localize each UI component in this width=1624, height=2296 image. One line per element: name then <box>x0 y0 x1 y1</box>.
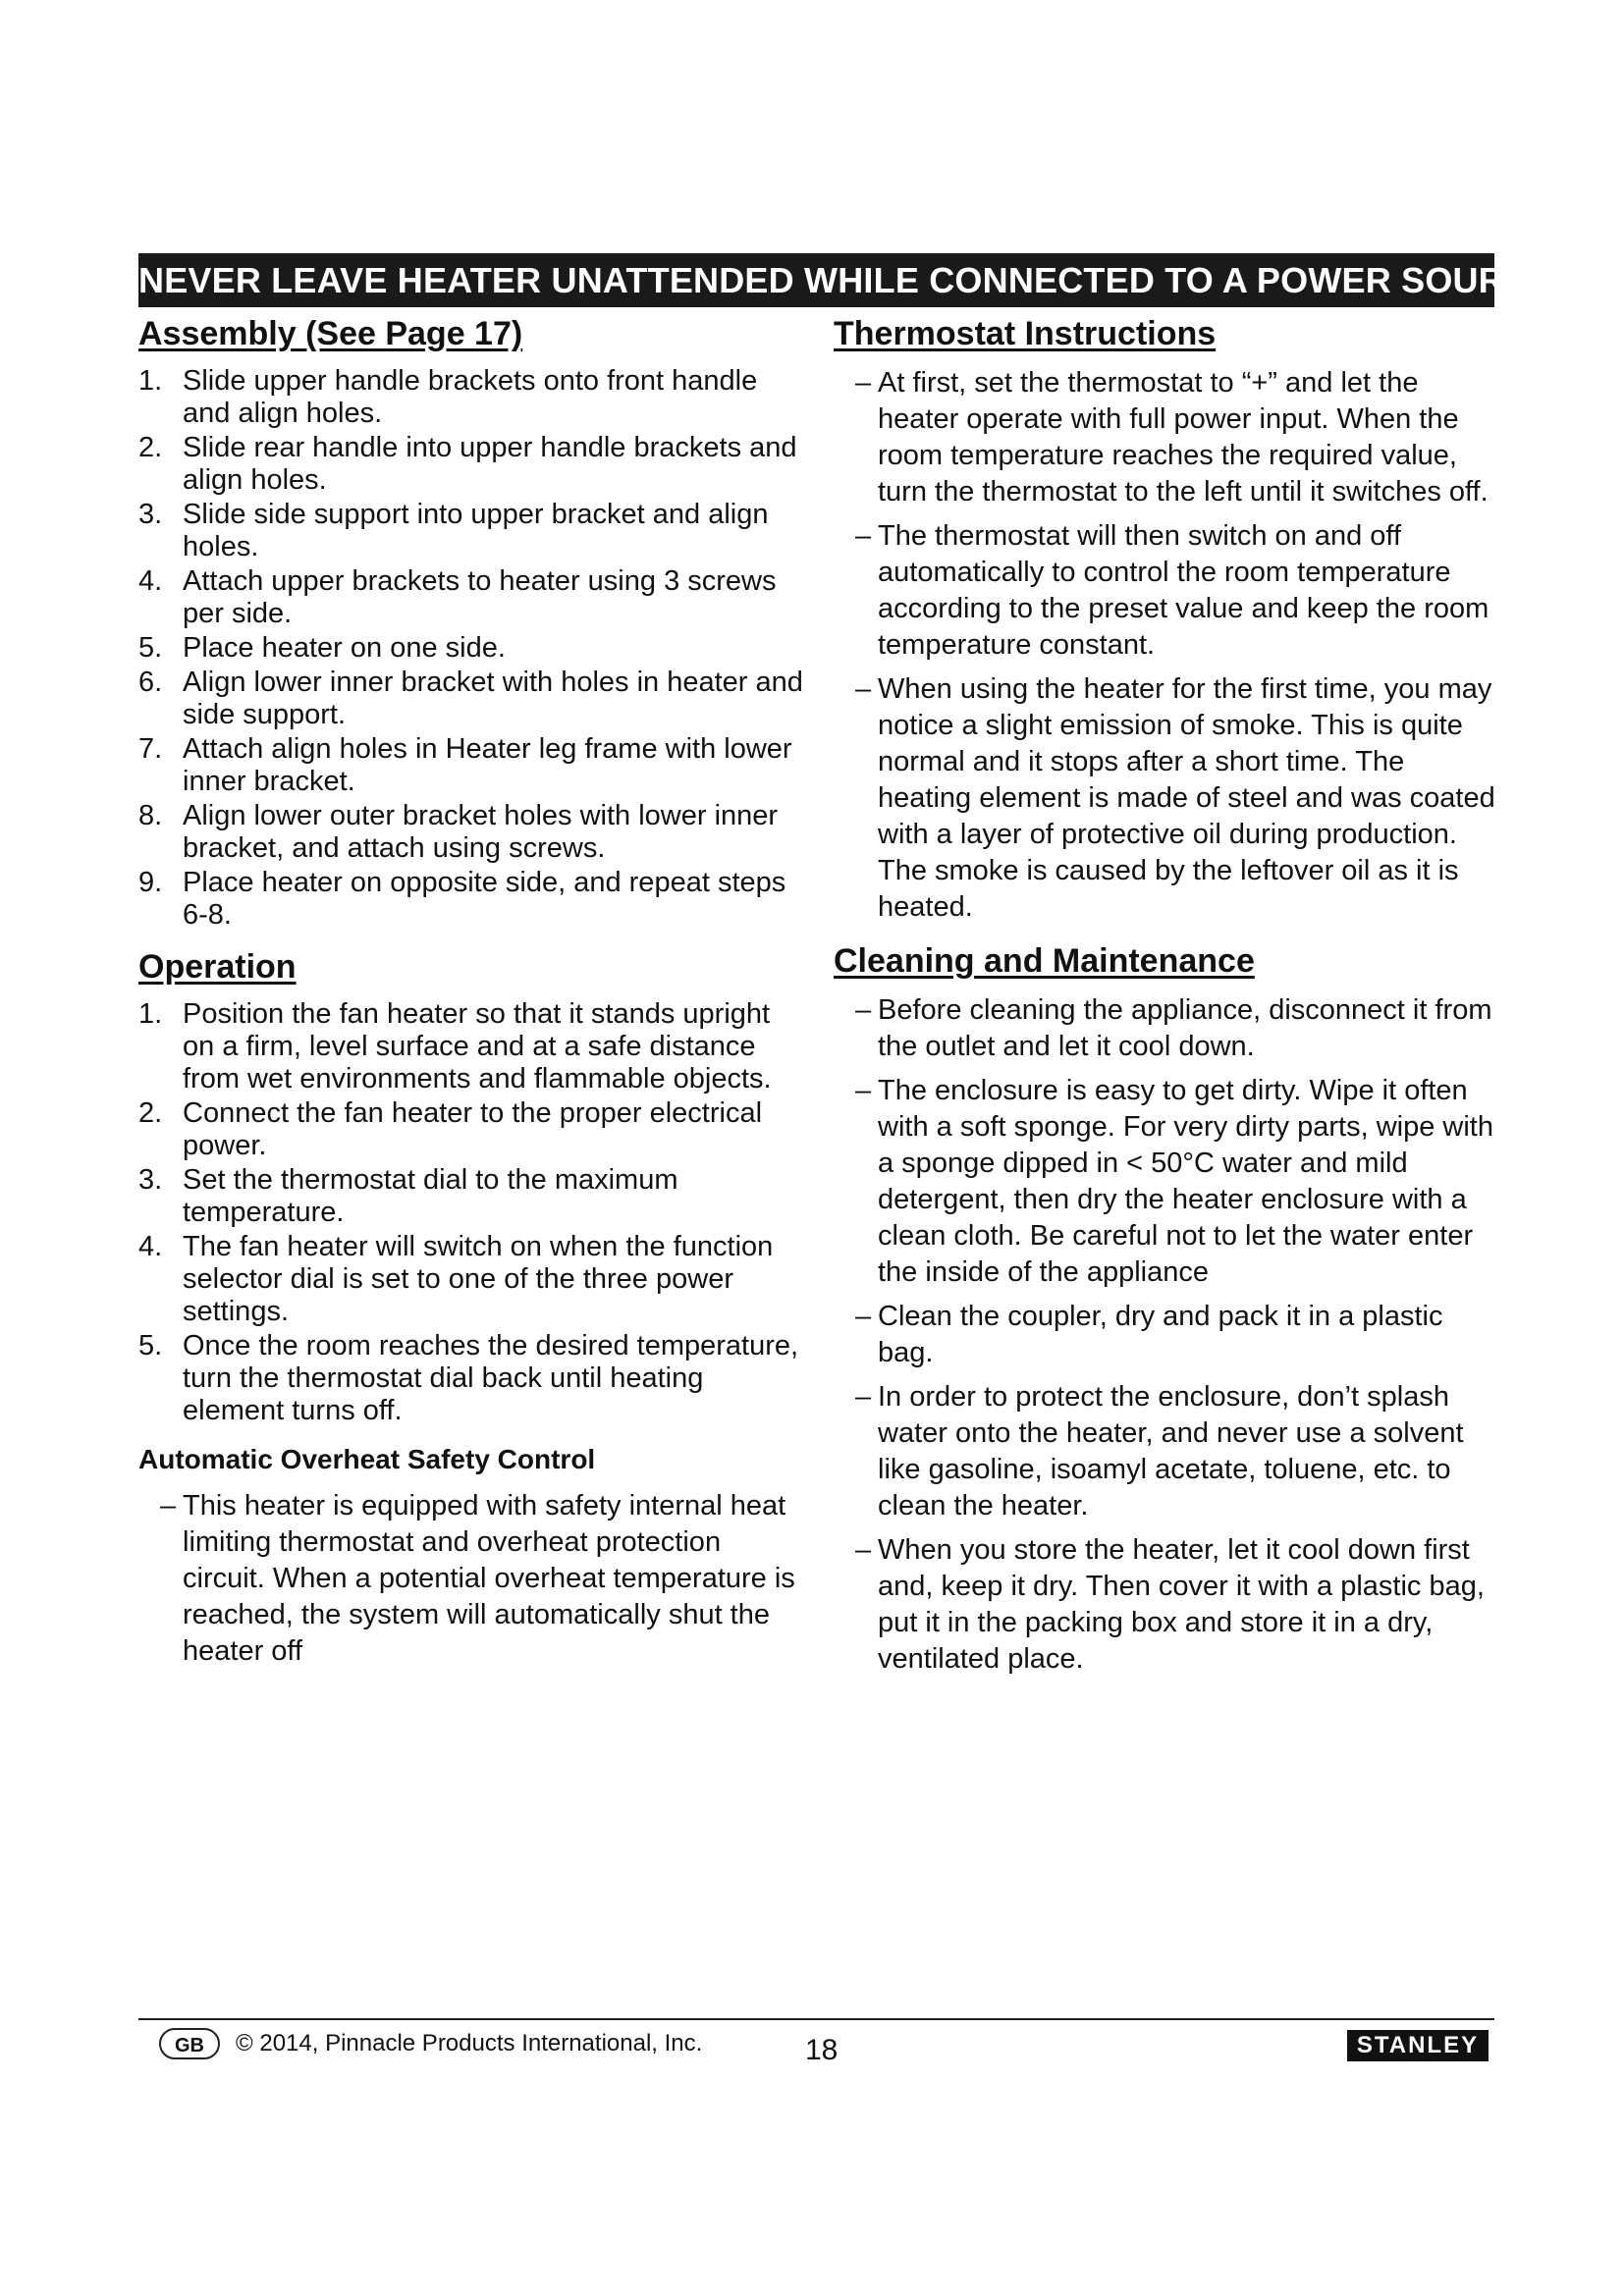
dash-bullet: – <box>855 1301 872 1332</box>
item-text: The enclosure is easy to get dirty. Wipe it often with a soft sponge. For very dirty parts, wipe with a sponge dipped in < 50°C water and mild detergent, then dry the heater enclosure with a clean cloth. Be careful not to let the water enter the inside of the appliance <box>878 1075 1493 1288</box>
overheat-heading: Automatic Overheat Safety Control <box>138 1444 596 1474</box>
assembly-heading: Assembly (See Page 17) <box>138 315 523 352</box>
list-item <box>138 432 806 497</box>
item-number: 4. <box>138 1231 163 1262</box>
list-item <box>138 1488 806 1670</box>
list-item <box>834 1532 1501 1678</box>
page-number: 18 <box>805 2034 839 2066</box>
item-text: Slide rear handle into upper handle brackets and align holes. <box>183 432 797 496</box>
list-item <box>138 499 806 563</box>
list-item <box>834 518 1501 664</box>
item-text: In order to protect the enclosure, don’t splash water onto the heater, and never use a solvent like gasoline, isoamyl acetate, toluene, etc. to clean the heater. <box>878 1381 1464 1522</box>
item-number: 3. <box>138 1164 163 1196</box>
dash-bullet: – <box>160 1490 177 1522</box>
thermostat-list <box>834 365 1501 926</box>
list-item <box>834 992 1501 1065</box>
item-number: 6. <box>138 667 163 698</box>
assembly-list <box>138 365 806 932</box>
item-text: The thermostat will then switch on and off automatically to control the room temperature according to the preset value and keep the room temperature constant. <box>878 520 1489 661</box>
dash-bullet: – <box>855 1534 872 1566</box>
warning-banner: NEVER LEAVE HEATER UNATTENDED WHILE CONNECTED TO A POWER SOURCE <box>138 253 1494 307</box>
list-item <box>138 565 806 630</box>
item-text: Attach align holes in Heater leg frame with lower inner bracket. <box>183 733 792 797</box>
list-item <box>834 1073 1501 1291</box>
dash-bullet: – <box>855 673 872 705</box>
right-column <box>834 312 1501 1685</box>
item-number: 1. <box>138 998 163 1030</box>
list-item <box>834 365 1501 510</box>
dash-bullet: – <box>855 1075 872 1106</box>
item-text: Position the fan heater so that it stands upright on a firm, level surface and at a safe distance from wet environments and flammable objects. <box>183 998 772 1095</box>
item-text: Place heater on opposite side, and repeat steps 6-8. <box>183 867 786 931</box>
item-text: This heater is equipped with safety internal heat limiting thermostat and overheat protection circuit. When a potential overheat temperature is reached, the system will automatically shut the heater off <box>183 1490 795 1667</box>
item-text: Align lower outer bracket holes with lower inner bracket, and attach using screws. <box>183 800 779 864</box>
list-item <box>834 1299 1501 1371</box>
dash-bullet: – <box>855 994 872 1026</box>
item-text: Set the thermostat dial to the maximum temperature. <box>183 1164 678 1228</box>
item-number: 9. <box>138 867 163 898</box>
brand-logo: STANLEY <box>1347 2030 1489 2061</box>
item-number: 2. <box>138 432 163 463</box>
item-text: At first, set the thermostat to “+” and let the heater operate with full power input. When the room temperature reaches the required value, turn the thermostat to the left until it switches off. <box>878 367 1489 507</box>
copyright-text: © 2014, Pinnacle Products International, Inc. <box>236 2030 703 2056</box>
item-text: Attach upper brackets to heater using 3 screws per side. <box>183 565 777 629</box>
item-text: Place heater on one side. <box>183 632 506 664</box>
list-item <box>138 800 806 865</box>
item-number: 5. <box>138 632 163 664</box>
list-item <box>138 365 806 430</box>
item-text: Connect the fan heater to the proper electrical power. <box>183 1097 763 1161</box>
dash-bullet: – <box>855 1381 872 1413</box>
footer-divider <box>138 2018 1494 2020</box>
list-item <box>138 667 806 731</box>
cleaning-list <box>834 992 1501 1678</box>
item-number: 5. <box>138 1330 163 1362</box>
list-item <box>138 632 806 665</box>
item-number: 1. <box>138 365 163 397</box>
item-text: When using the heater for the first time, you may notice a slight emission of smoke. This is quite normal and it stops after a short time. The heating element is made of steel and was coated with a layer of protective oil during production. The smoke is caused by the leftover oil as it is heated. <box>878 673 1495 923</box>
dash-bullet: – <box>855 367 872 399</box>
list-item <box>138 867 806 932</box>
item-text: Slide upper handle brackets onto front handle and align holes. <box>183 365 758 429</box>
list-item <box>138 733 806 798</box>
item-text: Clean the coupler, dry and pack it in a plastic bag. <box>878 1301 1443 1368</box>
list-item <box>834 1379 1501 1524</box>
item-text: When you store the heater, let it cool down first and, keep it dry. Then cover it with a plastic bag, put it in the packing box and store it in a dry, ventilated place. <box>878 1534 1485 1675</box>
left-column <box>138 312 806 1678</box>
item-number: 2. <box>138 1097 163 1129</box>
item-number: 8. <box>138 800 163 831</box>
operation-list <box>138 998 806 1427</box>
list-item <box>138 1097 806 1162</box>
item-text: The fan heater will switch on when the function selector dial is set to one of the three power settings. <box>183 1231 774 1327</box>
country-badge: GB <box>159 2028 220 2059</box>
dash-bullet: – <box>855 520 872 552</box>
thermostat-heading: Thermostat Instructions <box>834 315 1217 352</box>
list-item <box>834 671 1501 926</box>
list-item <box>138 1164 806 1229</box>
item-text: Once the room reaches the desired temperature, turn the thermostat dial back until heating element turns off. <box>183 1330 799 1426</box>
overheat-list <box>138 1488 806 1670</box>
list-item <box>138 998 806 1095</box>
operation-heading: Operation <box>138 948 297 986</box>
item-text: Slide side support into upper bracket and align holes. <box>183 499 769 562</box>
item-number: 4. <box>138 565 163 597</box>
item-number: 3. <box>138 499 163 530</box>
item-text: Before cleaning the appliance, disconnect it from the outlet and let it cool down. <box>878 994 1492 1062</box>
item-text: Align lower inner bracket with holes in heater and side support. <box>183 667 803 730</box>
item-number: 7. <box>138 733 163 765</box>
list-item <box>138 1330 806 1427</box>
list-item <box>138 1231 806 1328</box>
cleaning-heading: Cleaning and Maintenance <box>834 942 1255 980</box>
